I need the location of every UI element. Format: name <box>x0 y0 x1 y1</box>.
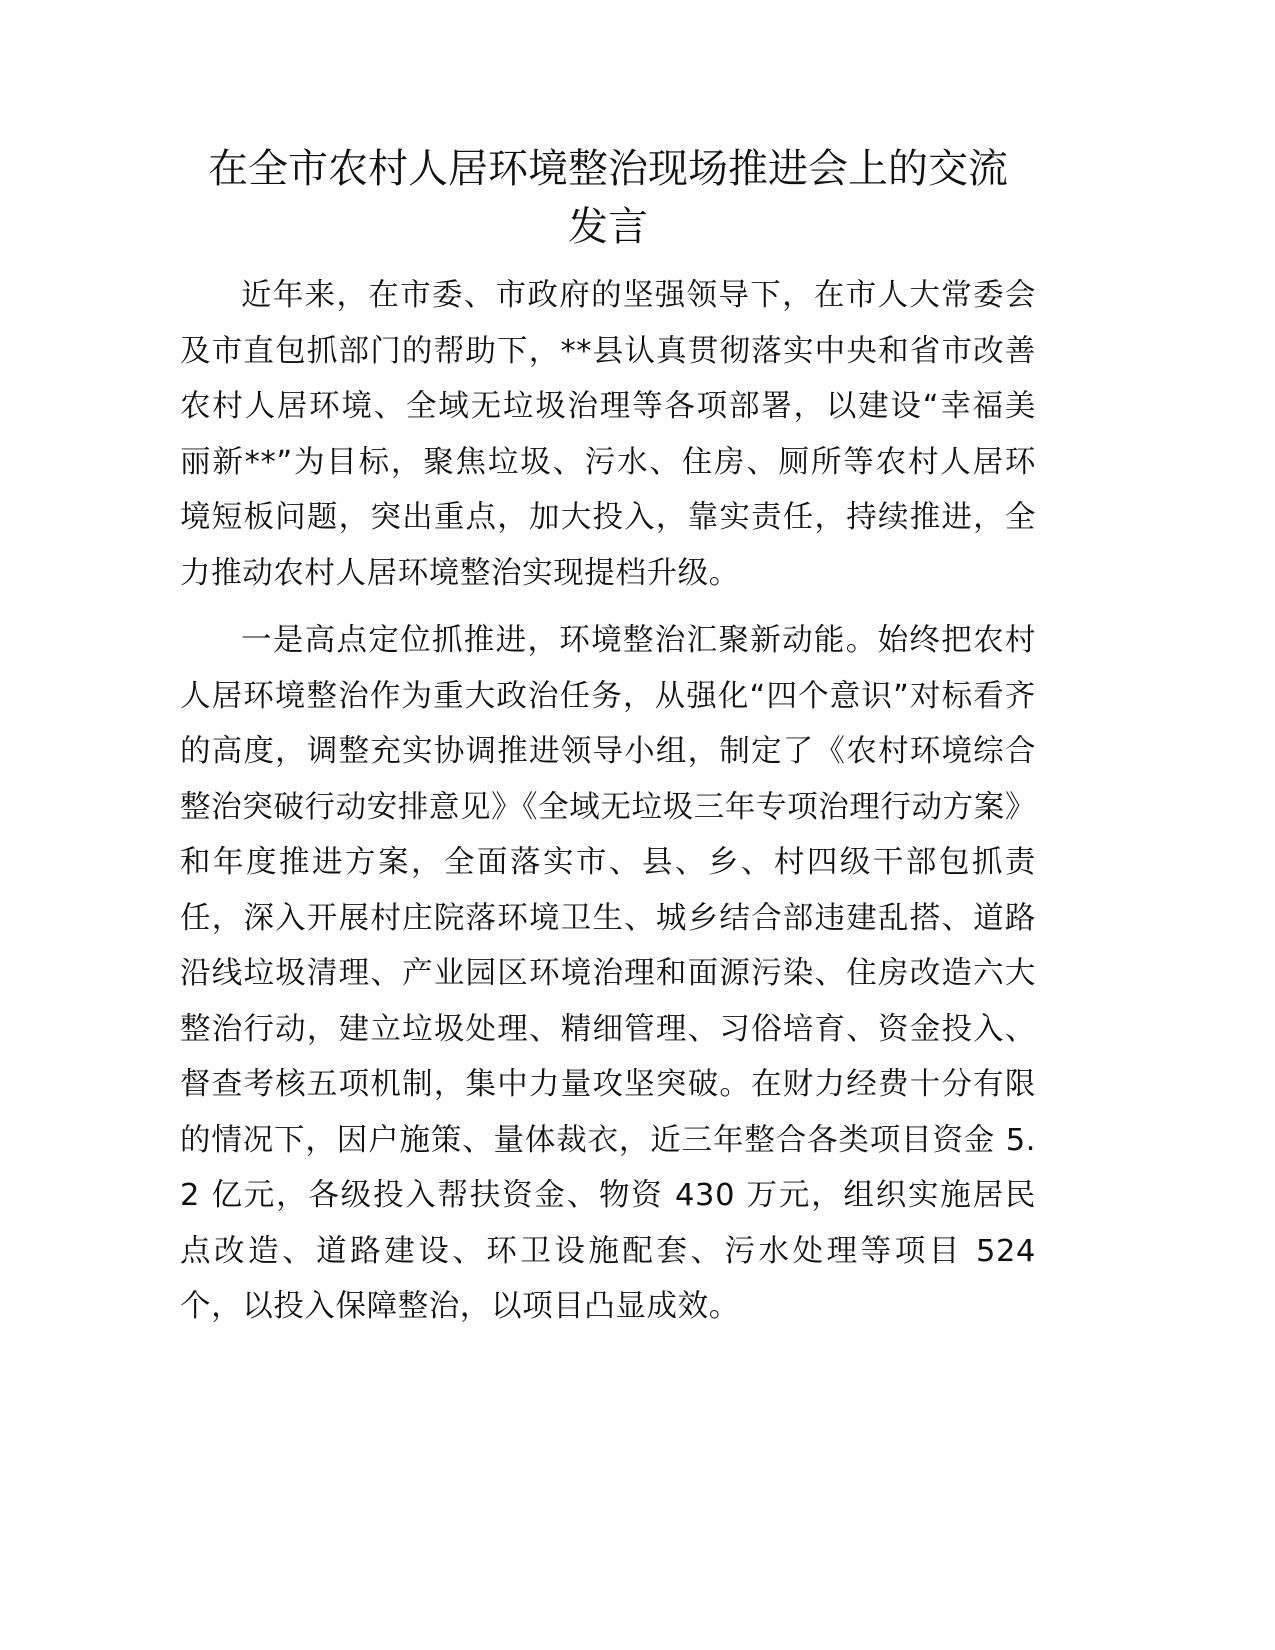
title-line-2: 发言 <box>568 204 648 250</box>
title-line-1: 在全市农村人居环境整治现场推进会上的交流 <box>208 146 1008 192</box>
document-title <box>180 140 1036 256</box>
document-page <box>180 140 1036 1335</box>
paragraph-intro: 近年来，在市委、市政府的坚强领导下，在市人大常委会及市直包抓部门的帮助下，**县认真贯彻落实中央和省市改善农村人居环境、全域无垃圾治理等各项部署，以建设“幸福美丽新**”为目标，聚焦垃圾、污水、住房、厕所等农村人居环境短板问题，突出重点，加大投入，靠实责任，持续推进，全力推动农村人居环境整治实现提档升级。 <box>180 278 1036 591</box>
paragraph-section-one: 一是高点定位抓推进，环境整治汇聚新动能。始终把农村人居环境整治作为重大政治任务，从强化“四个意识”对标看齐的高度，调整充实协调推进领导小组，制定了《农村环境综合整治突破行动安排意见》《全域无垃圾三年专项治理行动方案》和年度推进方案，全面落实市、县、乡、村四级干部包抓责任，深入开展村庄院落环境卫生、城乡结合部违建乱搭、道路沿线垃圾清理、产业园区环境治理和面源污染、住房改造六大整治行动，建立垃圾处理、精细管理、习俗培育、资金投入、督查考核五项机制，集中力量攻坚突破。在财力经费十分有限的情况下，因户施策、量体裁衣，近三年整合各类项目资金 5.2 亿元，各级投入帮扶资金、物资 430 万元，组织实施居民点改造、道路建设、环卫设施配套、污水处理等项目 524 个，以投入保障整治，以项目凸显成效。 <box>180 623 1036 1324</box>
